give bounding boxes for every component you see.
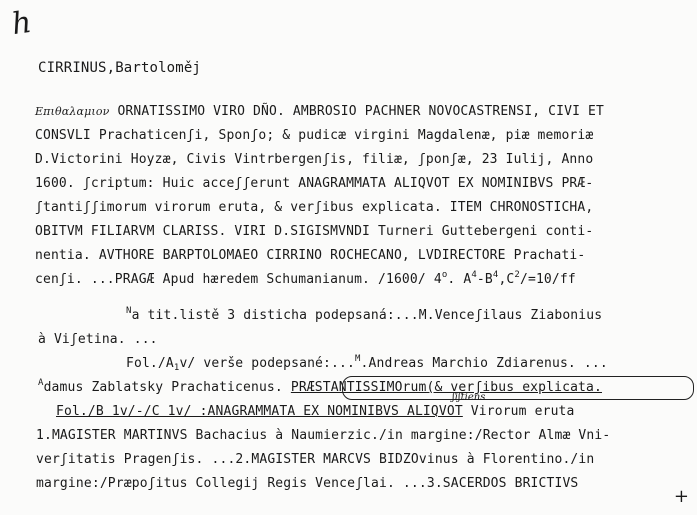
entry-line-7: nentia. AVTHORE BARPTOLOMAEO CIRRINO ROCHECANO, LVDIRECTORE Prachati- <box>35 248 586 263</box>
entry-imprint-line: cenʃi. ...PRAGÆ Apud hæredem Schumanianum. /1600/ 4$^o$. $A^4-B^4,C^2/=10/ff$ <box>35 270 576 287</box>
handwritten-insertion: ʃiʃtiens <box>452 392 486 403</box>
corner-handwritten-mark: h <box>9 4 34 43</box>
handwritten-circle-mark <box>342 376 694 400</box>
note-1-line-1: $^N$a tit.listě 3 disticha podepsaná:...M.Venceʃilaus Ziabonius <box>126 306 603 323</box>
note-4-line: 1.MAGISTER MARTINVS Bachacius à Naumierzic./in margine:/Rector Almæ Vni- <box>36 428 611 443</box>
note-1-line-2: à Viʃetina. ... <box>38 332 158 347</box>
note-6-line: margine:/Præpoʃitus Collegij Regis Venceʃlai. ...3.SACERDOS BRICTIVS <box>36 476 579 491</box>
note-2-line-1: $Fol./A_1v/$ verše podepsané:...$^M$.Andreas Marchio Zdiarenus. ... <box>126 354 608 373</box>
note-2-line-2: $^A$damus Zablatsky Prachaticenus. PRÆSTANTISSIMOrum(& verʃibus explicata. <box>38 378 602 395</box>
note-5-line: verʃitatis Pragenʃis. ...2.MAGISTER MARCVS BIDZOvinus à Florentino./in <box>36 452 595 467</box>
note-3-line: Fol./B 1v/-/C 1v/ :ANAGRAMMATA EX NOMINIBVS ALIQVOT Virorum eruta <box>56 404 575 419</box>
entry-line-3: D.Victorini Hoyzæ, Civis Vintrbergenʃis, filiæ, ʃponʃæ, 23 Iulij, Anno <box>35 152 594 167</box>
entry-line-2: CONSVLI Prachaticenʃi, Sponʃo; & pudicæ virgini Magdalenæ, piæ memoriæ <box>35 128 594 143</box>
entry-line-1: Επιθαλαμιον ORNATISSIMO VIRO DÑO. AMBROSIO PACHNER NOVOCASTRENSI, CIVI ET <box>35 104 605 119</box>
handwritten-prefix: Επιθαλαμιον <box>35 105 110 118</box>
bottom-handwritten-mark: + <box>673 486 689 507</box>
card-heading: CIRRINUS,Bartoloměj <box>38 60 201 76</box>
entry-line-5: ʃtantiʃʃimorum virorum eruta, & verʃibus explicata. ITEM CHRONOSTICHA, <box>35 200 594 215</box>
entry-line-6: OBITVM FILIARVM CLARISS. VIRI D.SIGISMVNDI Turneri Guttebergeni conti- <box>35 224 594 239</box>
entry-line-4: 1600. ʃcriptum: Huic acceʃʃerunt ANAGRAMMATA ALIQVOT EX NOMINIBVS PRÆ- <box>35 176 594 191</box>
